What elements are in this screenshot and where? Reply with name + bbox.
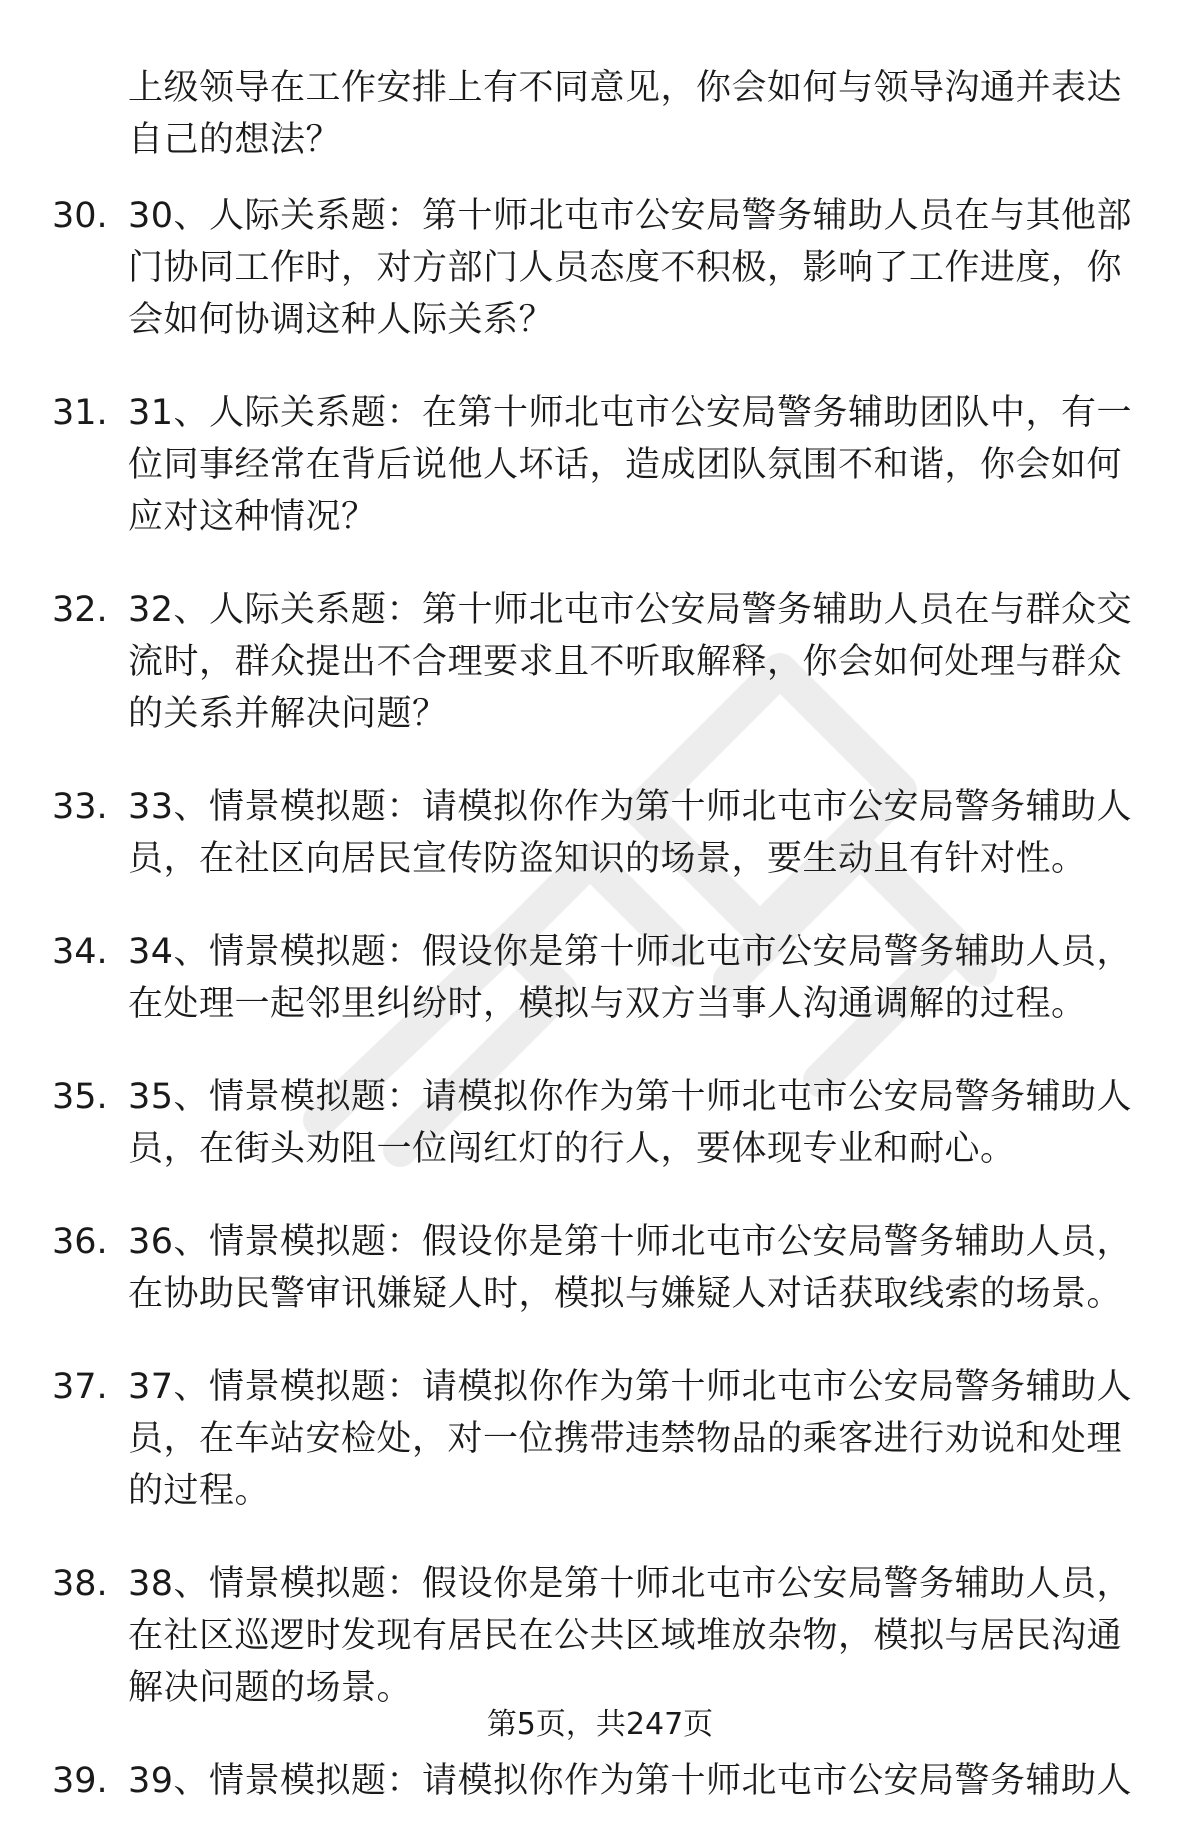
question-item (0, 584, 1200, 740)
question-number: 30. (52, 196, 108, 236)
page-footer: 第5页，共247页 (486, 1707, 714, 1742)
question-text: 37、情景模拟题：请模拟你作为第十师北屯市公安局警务辅助人员，在车站安检处，对一位携带违禁物品的乘客进行劝说和处理的过程。 (128, 1367, 1133, 1511)
question-text: 36、情景模拟题：假设你是第十师北屯市公安局警务辅助人员，在协助民警审讯嫌疑人时，模拟与嫌疑人对话获取线索的场景。 (128, 1222, 1133, 1314)
question-number: 37. (52, 1367, 108, 1407)
question-number: 33. (52, 787, 108, 827)
question-item (0, 781, 1200, 885)
question-text: 31、人际关系题：在第十师北屯市公安局警务辅助团队中，有一位同事经常在背后说他人坏话，造成团队氛围不和谐，你会如何应对这种情况？ (128, 393, 1133, 537)
question-number: 32. (52, 590, 108, 630)
question-text: 39、情景模拟题：请模拟你作为第十师北屯市公安局警务辅助人 (128, 1761, 1133, 1801)
question-item (0, 1558, 1200, 1714)
question-item (0, 190, 1200, 346)
question-text: 35、情景模拟题：请模拟你作为第十师北屯市公安局警务辅助人员，在街头劝阻一位闯红灯的行人，要体现专业和耐心。 (128, 1077, 1133, 1169)
question-item (0, 1755, 1200, 1807)
question-list (0, 190, 1200, 1848)
question-number: 39. (52, 1761, 108, 1801)
question-item (0, 1071, 1200, 1175)
question-number: 31. (52, 393, 108, 433)
question-item (0, 1361, 1200, 1517)
question-text: 34、情景模拟题：假设你是第十师北屯市公安局警务辅助人员，在处理一起邻里纠纷时，模拟与双方当事人沟通调解的过程。 (128, 932, 1133, 1024)
question-item (0, 926, 1200, 1030)
continuation-text: 上级领导在工作安排上有不同意见，你会如何与领导沟通并表达自己的想法？ (128, 68, 1123, 160)
question-number: 35. (52, 1077, 108, 1117)
question-item (0, 387, 1200, 543)
question-number: 38. (52, 1564, 108, 1604)
question-text: 33、情景模拟题：请模拟你作为第十师北屯市公安局警务辅助人员，在社区向居民宣传防盗知识的场景，要生动且有针对性。 (128, 787, 1133, 879)
question-text: 32、人际关系题：第十师北屯市公安局警务辅助人员在与群众交流时，群众提出不合理要求且不听取解释，你会如何处理与群众的关系并解决问题？ (128, 590, 1133, 734)
question-number: 36. (52, 1222, 108, 1262)
question-text: 30、人际关系题：第十师北屯市公安局警务辅助人员在与其他部门协同工作时，对方部门人员态度不积极，影响了工作进度，你会如何协调这种人际关系？ (128, 196, 1133, 340)
question-item (0, 1216, 1200, 1320)
question-text: 38、情景模拟题：假设你是第十师北屯市公安局警务辅助人员，在社区巡逻时发现有居民在公共区域堆放杂物，模拟与居民沟通解决问题的场景。 (128, 1564, 1133, 1708)
question-number: 34. (52, 932, 108, 972)
